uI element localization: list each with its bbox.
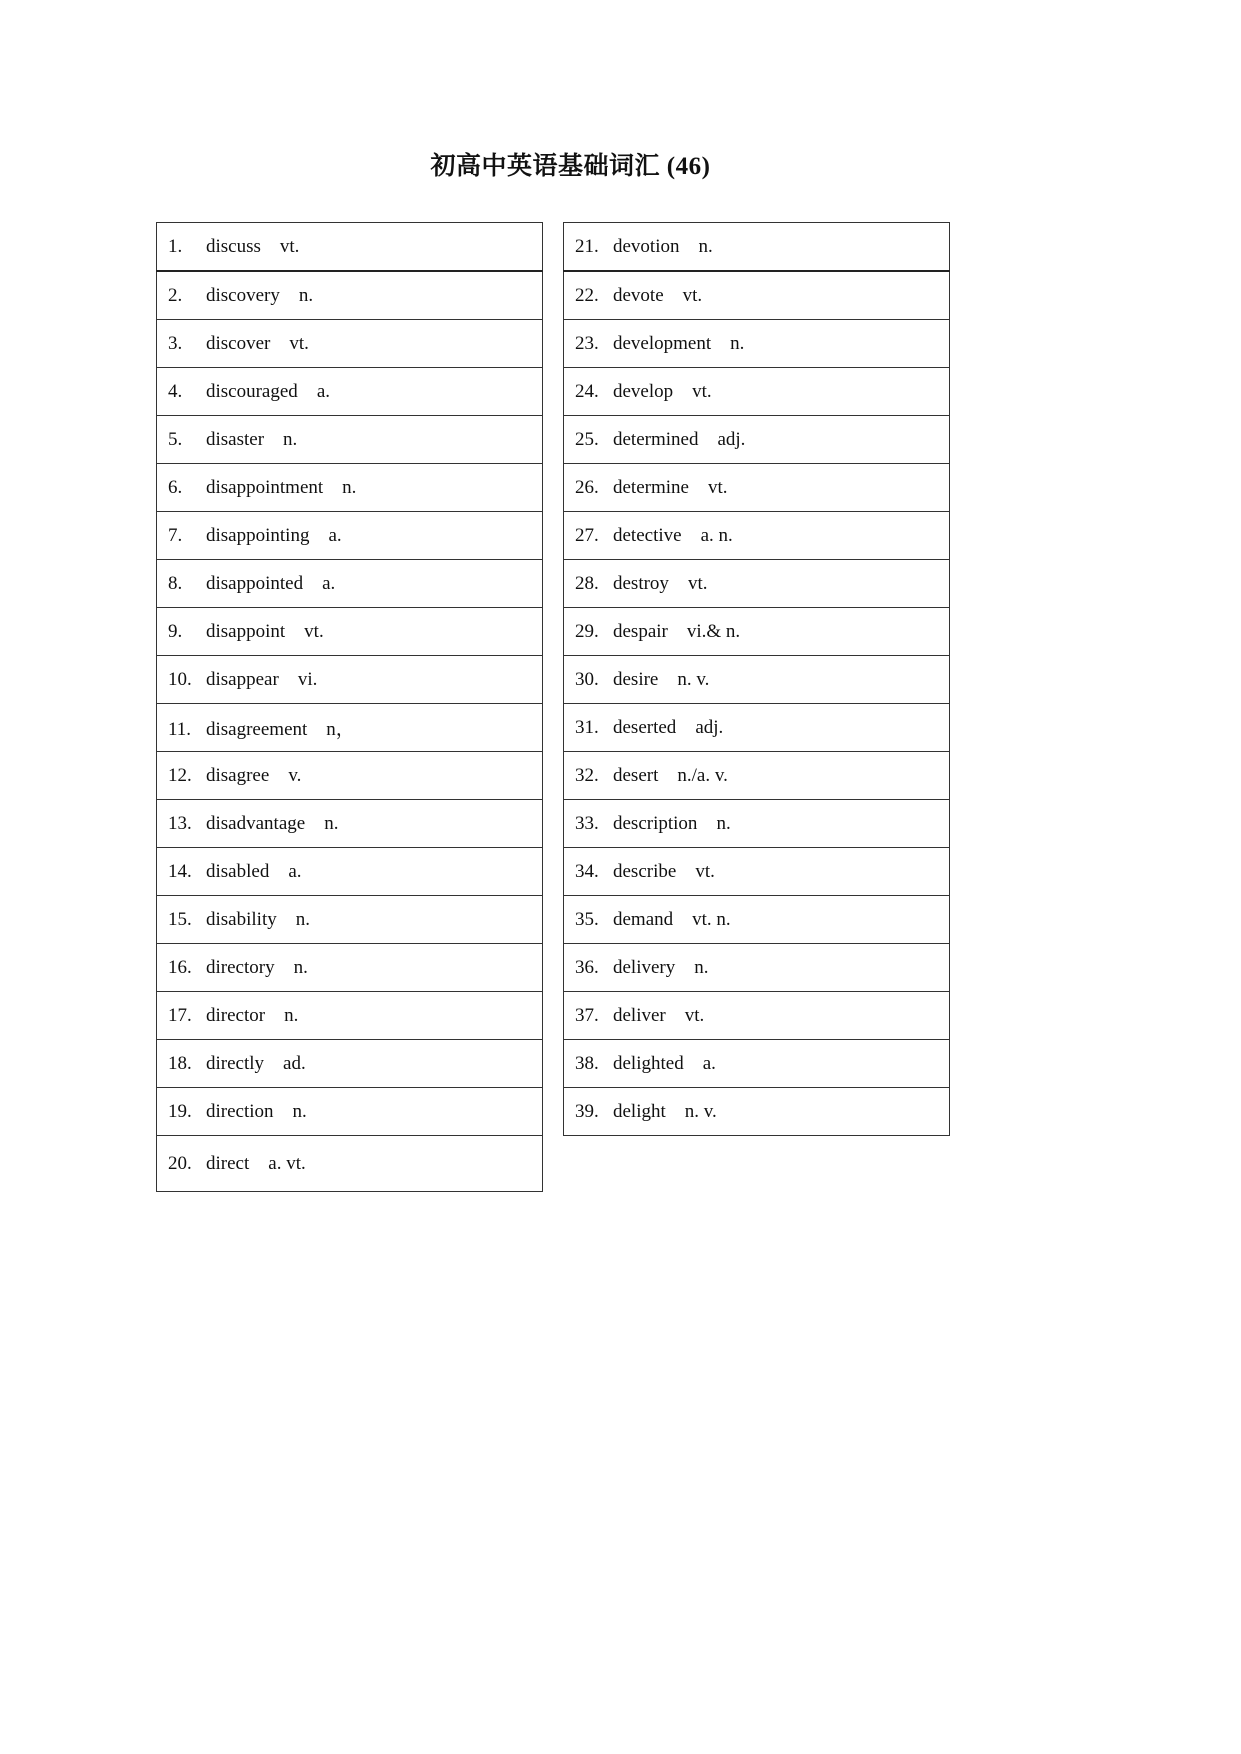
entry-word: disappoint	[206, 620, 286, 642]
entry-word: desert	[613, 764, 659, 786]
vocab-row	[157, 271, 543, 320]
entry-part-of-speech: n.	[324, 812, 339, 834]
vocab-row	[564, 512, 950, 560]
vocab-table-right	[563, 222, 950, 1136]
entry-part-of-speech: vt.	[304, 620, 324, 642]
vocab-cell	[564, 368, 950, 416]
entry-word: demand	[613, 908, 674, 930]
entry-word: determined	[613, 428, 699, 450]
vocab-row	[157, 320, 543, 368]
entry-word: disappointing	[206, 524, 310, 546]
entry-number: 32.	[575, 764, 599, 786]
entry-word: direction	[206, 1100, 274, 1122]
entry-word: delighted	[613, 1052, 684, 1074]
entry-part-of-speech: ad.	[283, 1052, 306, 1074]
entry-part-of-speech: n.	[342, 476, 357, 498]
vocab-row	[564, 944, 950, 992]
vocab-cell	[564, 608, 950, 656]
vocab-row	[564, 752, 950, 800]
entry-word: delivery	[613, 956, 676, 978]
vocab-cell	[157, 704, 543, 752]
entry-number: 28.	[575, 572, 599, 594]
entry-part-of-speech: n.	[716, 812, 731, 834]
entry-number: 21.	[575, 235, 599, 257]
entry-word: deliver	[613, 1004, 666, 1026]
entry-number: 17.	[168, 1004, 192, 1026]
entry-part-of-speech: adj.	[695, 716, 724, 738]
vocab-row	[157, 848, 543, 896]
entry-word: discouraged	[206, 380, 298, 402]
entry-number: 37.	[575, 1004, 599, 1026]
entry-part-of-speech: vt.	[692, 380, 712, 402]
vocab-cell	[157, 271, 543, 320]
entry-part-of-speech: vt.	[684, 1004, 705, 1026]
entry-word: description	[613, 812, 698, 834]
entry-number: 27.	[575, 524, 599, 546]
vocab-cell	[157, 320, 543, 368]
entry-part-of-speech: n.	[284, 1004, 299, 1026]
vocab-cell	[564, 320, 950, 368]
vocab-row	[564, 271, 950, 320]
vocab-row	[157, 223, 543, 272]
entry-part-of-speech: vt.	[695, 860, 715, 882]
vocab-row	[564, 992, 950, 1040]
vocab-cell	[564, 271, 950, 320]
entry-word: describe	[613, 860, 677, 882]
entry-part-of-speech: a.	[328, 524, 342, 546]
entry-word: disappointed	[206, 572, 304, 594]
entry-number: 14.	[168, 860, 192, 882]
entry-word: disagree	[206, 764, 270, 786]
entry-part-of-speech: vt.	[279, 235, 300, 257]
vocab-cell	[157, 608, 543, 656]
vocab-row	[157, 1136, 543, 1192]
entry-number: 31.	[575, 716, 599, 738]
entry-part-of-speech: v.	[288, 764, 302, 786]
vocab-cell	[564, 1040, 950, 1088]
entry-part-of-speech: n.	[298, 284, 314, 306]
vocab-row	[564, 656, 950, 704]
vocab-cell	[157, 800, 543, 848]
vocab-cell	[564, 992, 950, 1040]
vocab-cell	[157, 560, 543, 608]
entry-part-of-speech: n. v.	[677, 668, 710, 690]
entry-number: 26.	[575, 476, 599, 498]
vocab-row	[157, 368, 543, 416]
vocab-row	[157, 704, 543, 752]
entry-word: direct	[206, 1152, 250, 1174]
vocab-cell	[157, 944, 543, 992]
vocab-row	[564, 560, 950, 608]
entry-part-of-speech: n.	[730, 332, 745, 354]
vocab-cell	[564, 223, 950, 272]
entry-word: disagreement	[206, 719, 308, 740]
entry-part-of-speech: n.	[295, 908, 310, 930]
vocab-row	[564, 848, 950, 896]
vocab-row	[157, 992, 543, 1040]
vocab-row	[564, 416, 950, 464]
vocab-cell	[157, 992, 543, 1040]
vocab-cell	[564, 512, 950, 560]
entry-number: 22.	[575, 284, 599, 306]
vocab-cell	[157, 223, 543, 272]
entry-number: 6.	[168, 476, 183, 498]
entry-number: 1.	[168, 235, 183, 257]
entry-number: 12.	[168, 764, 192, 786]
entry-number: 33.	[575, 812, 599, 834]
vocab-cell	[157, 848, 543, 896]
entry-number: 30.	[575, 668, 599, 690]
entry-part-of-speech: vi.& n.	[686, 620, 741, 642]
entry-word: disability	[206, 908, 277, 930]
vocab-row	[157, 896, 543, 944]
vocab-row	[564, 896, 950, 944]
entry-word: develop	[613, 380, 674, 402]
vocab-cell	[157, 752, 543, 800]
vocab-cell	[564, 944, 950, 992]
entry-number: 38.	[575, 1052, 599, 1074]
entry-number: 2.	[168, 284, 183, 306]
entry-number: 10.	[168, 668, 192, 690]
entry-number: 20.	[168, 1152, 192, 1174]
entry-part-of-speech: a.	[702, 1052, 716, 1074]
entry-number: 9.	[168, 620, 183, 642]
vocab-cell	[564, 704, 950, 752]
vocab-row	[564, 368, 950, 416]
entry-number: 25.	[575, 428, 599, 450]
vocab-row	[157, 608, 543, 656]
entry-word: discovery	[206, 284, 280, 306]
vocab-cell	[564, 800, 950, 848]
entry-part-of-speech: adj.	[717, 428, 746, 450]
vocab-cell	[564, 656, 950, 704]
vocab-row	[564, 320, 950, 368]
entry-word: development	[613, 332, 712, 354]
entry-word: discover	[206, 332, 271, 354]
vocab-row	[564, 1040, 950, 1088]
entry-word: disappointment	[206, 476, 324, 498]
vocab-cell	[564, 464, 950, 512]
page-title: 初高中英语基础词汇 (46)	[430, 153, 711, 180]
entry-part-of-speech: n.	[292, 1100, 307, 1122]
entry-number: 24.	[575, 380, 599, 402]
entry-number: 19.	[168, 1100, 192, 1122]
entry-part-of-speech: vt.	[687, 572, 708, 594]
entry-part-of-speech: a. n.	[700, 524, 733, 546]
vocab-cell	[157, 656, 543, 704]
vocab-row	[157, 1040, 543, 1088]
entry-word: despair	[613, 620, 668, 642]
vocab-table-left	[156, 222, 543, 1192]
entry-word: disadvantage	[206, 812, 306, 834]
entry-word: devote	[613, 284, 664, 306]
vocab-row	[157, 1088, 543, 1136]
entry-part-of-speech: n.	[283, 428, 298, 450]
entry-number: 11.	[168, 719, 192, 740]
entry-word: desire	[613, 668, 659, 690]
vocab-cell	[157, 368, 543, 416]
vocab-row	[564, 704, 950, 752]
vocab-cell	[157, 464, 543, 512]
entry-number: 8.	[168, 572, 183, 594]
entry-word: disaster	[206, 428, 265, 450]
entry-part-of-speech: vt.	[289, 332, 309, 354]
entry-word: discuss	[206, 235, 261, 257]
entry-part-of-speech: n.	[293, 956, 308, 978]
entry-number: 15.	[168, 908, 192, 930]
entry-number: 7.	[168, 524, 183, 546]
entry-number: 13.	[168, 812, 192, 834]
entry-number: 18.	[168, 1052, 192, 1074]
vocab-cell	[564, 752, 950, 800]
entry-part-of-speech: a.	[322, 572, 336, 594]
entry-number: 4.	[168, 380, 183, 402]
entry-word: delight	[613, 1100, 666, 1122]
vocab-cell	[157, 1040, 543, 1088]
entry-part-of-speech: vt.	[682, 284, 703, 306]
vocab-cell	[157, 1136, 543, 1192]
entry-word: disappear	[206, 668, 279, 690]
vocab-row	[564, 223, 950, 272]
vocab-row	[157, 944, 543, 992]
entry-word: determine	[613, 476, 689, 498]
entry-part-of-speech: n，	[326, 719, 355, 740]
entry-part-of-speech: n. v.	[684, 1100, 717, 1122]
entry-word: director	[206, 1004, 266, 1026]
entry-number: 23.	[575, 332, 599, 354]
entry-part-of-speech: vi.	[297, 668, 318, 690]
vocab-row	[157, 656, 543, 704]
entry-number: 5.	[168, 428, 183, 450]
entry-part-of-speech: a.	[288, 860, 302, 882]
entry-word: devotion	[613, 235, 680, 257]
vocab-row	[564, 800, 950, 848]
entry-word: directory	[206, 956, 275, 978]
entry-number: 3.	[168, 332, 183, 354]
vocab-row	[564, 464, 950, 512]
vocab-cell	[157, 896, 543, 944]
entry-number: 29.	[575, 620, 599, 642]
entry-part-of-speech: a. vt.	[268, 1152, 306, 1174]
vocab-cell	[564, 896, 950, 944]
entry-part-of-speech: n.	[698, 235, 713, 257]
vocab-cell	[564, 416, 950, 464]
entry-word: destroy	[613, 572, 669, 594]
entry-part-of-speech: n./a. v.	[677, 764, 728, 786]
entry-word: disabled	[206, 860, 270, 882]
vocab-row	[157, 560, 543, 608]
entry-word: deserted	[613, 716, 677, 738]
vocab-cell	[564, 848, 950, 896]
entry-part-of-speech: n.	[694, 956, 709, 978]
entry-part-of-speech: vt.	[707, 476, 728, 498]
vocab-cell	[157, 512, 543, 560]
vocab-row	[157, 464, 543, 512]
vocab-row	[157, 416, 543, 464]
vocab-row	[157, 800, 543, 848]
entry-number: 16.	[168, 956, 192, 978]
entry-word: detective	[613, 524, 682, 546]
vocab-row	[564, 1088, 950, 1136]
entry-part-of-speech: vt. n.	[692, 908, 731, 930]
vocab-cell	[157, 416, 543, 464]
entry-number: 35.	[575, 908, 599, 930]
entry-number: 34.	[575, 860, 599, 882]
entry-word: directly	[206, 1052, 265, 1074]
entry-number: 39.	[575, 1100, 599, 1122]
vocab-row	[564, 608, 950, 656]
vocab-row	[157, 752, 543, 800]
vocab-cell	[564, 1088, 950, 1136]
vocab-cell	[157, 1088, 543, 1136]
entry-part-of-speech: a.	[316, 380, 330, 402]
vocab-cell	[564, 560, 950, 608]
vocab-row	[157, 512, 543, 560]
entry-number: 36.	[575, 956, 599, 978]
